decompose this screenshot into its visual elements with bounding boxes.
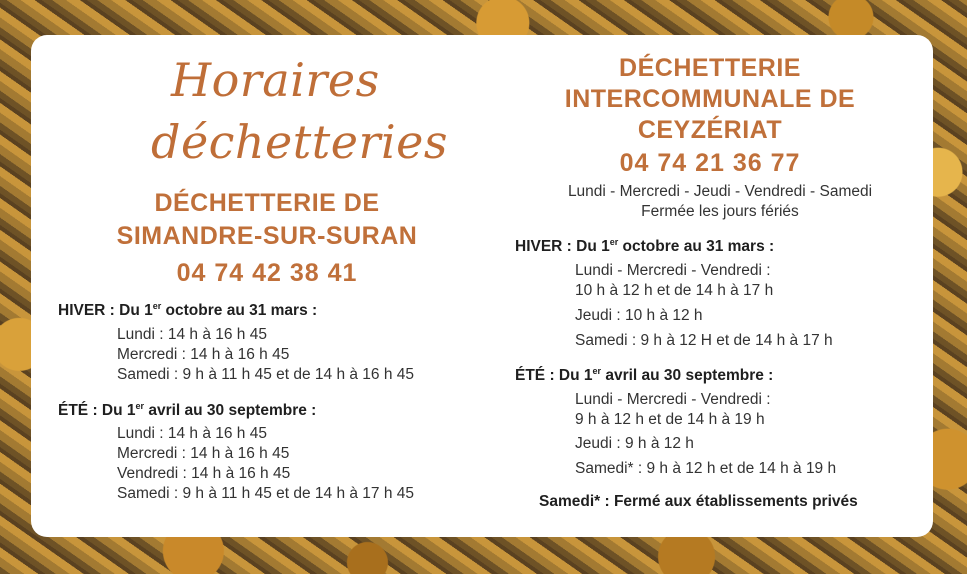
right-summer-line: Samedi* : 9 h à 12 h et de 14 h à 19 h — [575, 460, 837, 477]
left-title — [71, 187, 463, 253]
left-winter-line: Mercredi : 14 h à 16 h 45 — [117, 346, 290, 363]
right-note: Samedi* : Fermé aux établissements privés — [539, 493, 858, 510]
right-winter-line: 10 h à 12 h et de 14 h à 17 h — [575, 282, 774, 299]
left-winter-line: Samedi : 9 h à 11 h 45 et de 14 h à 16 h 45 — [117, 366, 415, 383]
right-winter-pre: HIVER : Du 1 — [515, 238, 610, 256]
left-summer-heading — [58, 401, 316, 420]
right-summer-line: 9 h à 12 h et de 14 h à 19 h — [575, 411, 765, 428]
left-summer-pre: ÉTÉ : Du 1 — [58, 402, 136, 420]
right-title-line3: CEYZÉRIAT — [637, 116, 783, 144]
right-days: Lundi - Mercredi - Jeudi - Vendredi - Samedi — [567, 183, 873, 200]
heading-line2: déchetteries — [151, 115, 449, 169]
left-winter-pre: HIVER : Du 1 — [58, 302, 153, 320]
left-summer-sup: er — [135, 401, 145, 411]
right-summer-line: Lundi - Mercredi - Vendredi : — [575, 391, 771, 408]
left-winter-line: Lundi : 14 h à 16 h 45 — [117, 326, 267, 343]
right-title-line2: INTERCOMMUNALE DE — [564, 85, 856, 113]
left-title-line2: SIMANDRE-SUR-SURAN — [116, 222, 418, 250]
right-phone: 04 74 21 36 77 — [619, 149, 801, 177]
left-phone: 04 74 42 38 41 — [176, 259, 358, 287]
right-winter-line: Lundi - Mercredi - Vendredi : — [575, 262, 771, 279]
heading-line1: Horaires — [171, 53, 380, 107]
right-winter-heading — [515, 237, 774, 256]
right-summer-heading — [515, 366, 773, 385]
left-summer-line: Vendredi : 14 h à 16 h 45 — [117, 465, 291, 482]
left-summer-line: Mercredi : 14 h à 16 h 45 — [117, 445, 290, 462]
left-summer-line: Samedi : 9 h à 11 h 45 et de 14 h à 17 h 45 — [117, 485, 415, 502]
right-winter-line: Samedi : 9 h à 12 H et de 14 h à 17 h — [575, 332, 833, 349]
left-title-line1: DÉCHETTERIE DE — [154, 189, 380, 217]
right-closed: Fermée les jours fériés — [641, 203, 799, 220]
left-winter-post: octobre au 31 mars : — [161, 302, 318, 320]
left-summer-post: avril au 30 septembre : — [144, 402, 317, 420]
right-winter-sup: er — [609, 237, 619, 247]
info-card — [31, 35, 933, 537]
left-winter-heading — [58, 301, 317, 320]
right-summer-post: avril au 30 septembre : — [601, 367, 774, 385]
right-winter-line: Jeudi : 10 h à 12 h — [575, 307, 703, 324]
right-summer-pre: ÉTÉ : Du 1 — [515, 367, 593, 385]
right-title-line1: DÉCHETTERIE — [619, 54, 801, 82]
left-summer-line: Lundi : 14 h à 16 h 45 — [117, 425, 267, 442]
right-summer-sup: er — [592, 366, 602, 376]
right-title — [505, 53, 915, 146]
right-summer-line: Jeudi : 9 h à 12 h — [575, 435, 694, 452]
left-winter-sup: er — [152, 301, 162, 311]
right-winter-post: octobre au 31 mars : — [618, 238, 775, 256]
